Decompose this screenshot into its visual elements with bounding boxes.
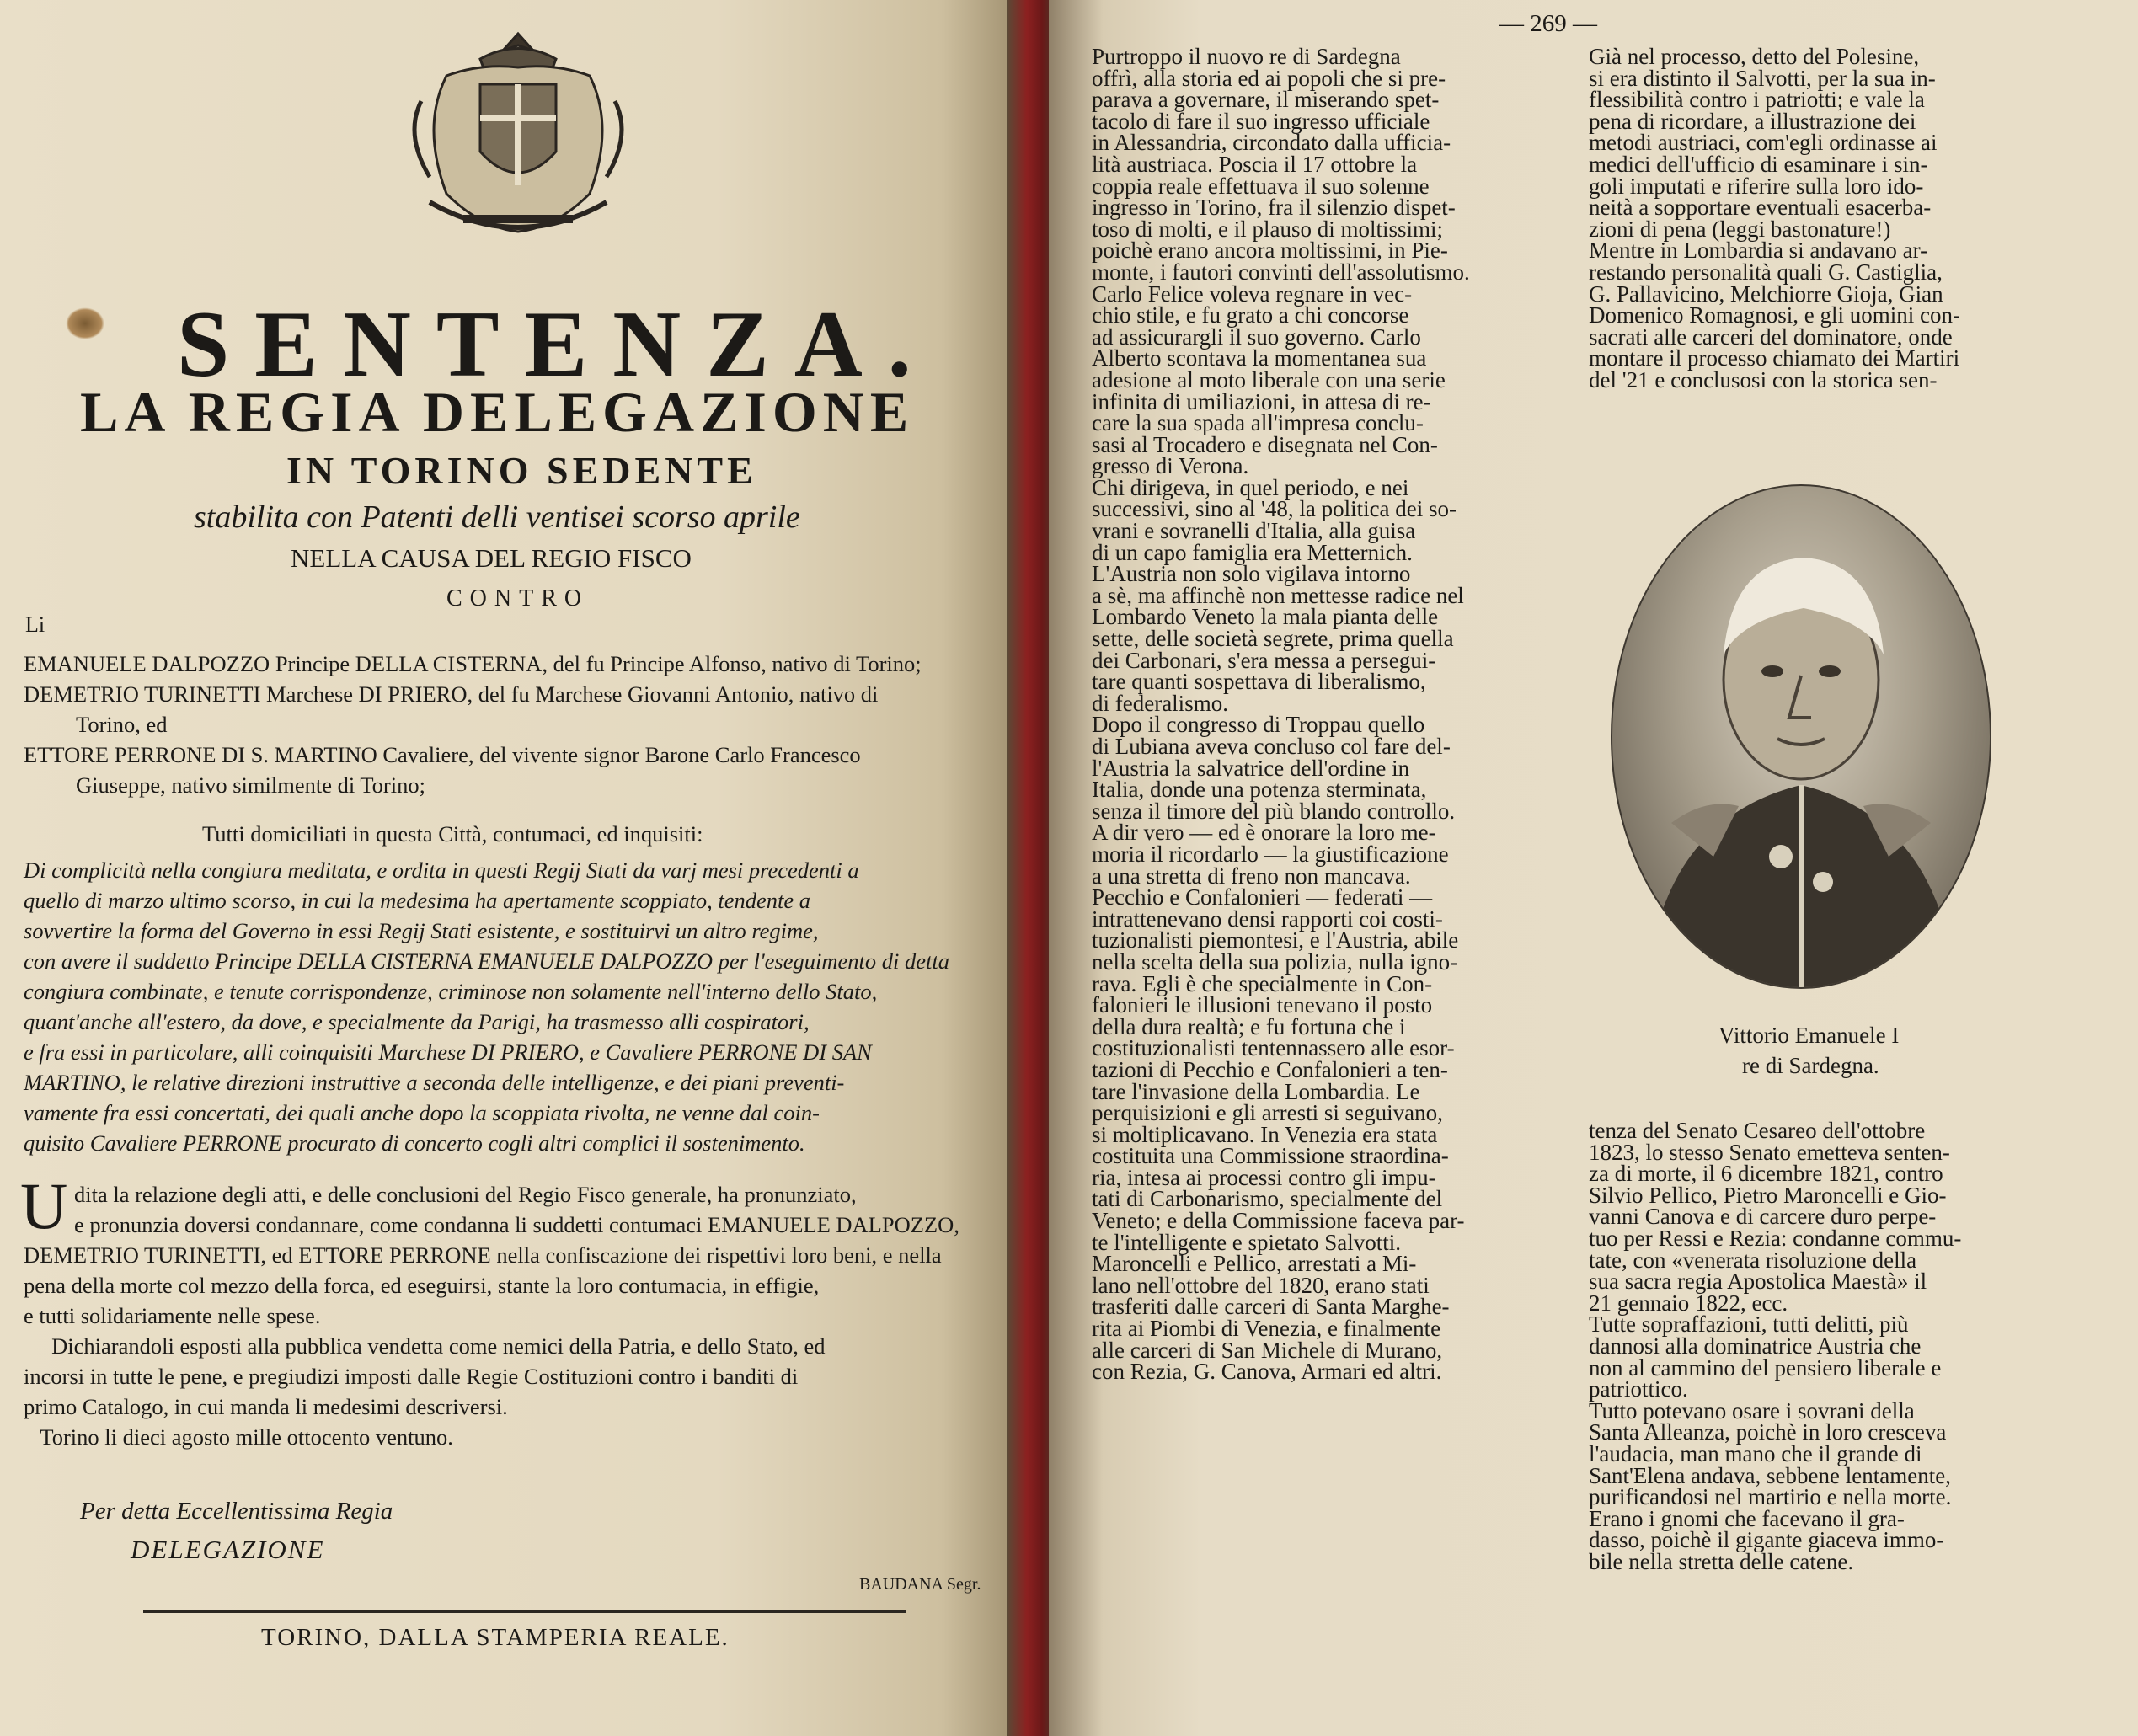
text-line: montare il processo chiamato dei Martiri <box>1589 345 1960 371</box>
verdict-line: DEMETRIO TURINETTI, ed ETTORE PERRONE nella confiscazione dei rispettivi loro beni, e nella <box>24 1242 942 1268</box>
text-line: tuzionalisti piemontesi, e l'Austria, abile <box>1092 927 1459 953</box>
verdict-line: dita la relazione degli atti, e delle conclusioni del Regio Fisco generale, ha pronunziato, <box>74 1182 857 1207</box>
text-line: nella scelta della sua polizia, nulla igno- <box>1092 948 1458 975</box>
document-title: SENTENZA. <box>177 292 937 397</box>
charge-line: con avere il suddetto Principe DELLA CISTERNA EMANUELE DALPOZZO per l'eseguimento di detta <box>24 948 949 974</box>
defendants-list <box>24 649 1001 800</box>
defendant-line: Giuseppe, nativo similmente di Torino; <box>76 772 425 798</box>
text-line: gresso di Verona. <box>1092 453 1249 479</box>
text-line: Chi dirigeva, in quel periodo, e nei <box>1092 474 1409 500</box>
charge-line: quello di marzo ultimo scorso, in cui la medesima ha apertamente scoppiato, tendente a <box>24 888 811 913</box>
charge-line: sovvertire la forma del Governo in essi Regij Stati esistente, e sostituirvi un altro regime, <box>24 918 819 943</box>
text-line: non al cammino del pensiero liberale e <box>1589 1354 1942 1381</box>
text-line: patriottico. <box>1589 1376 1688 1402</box>
text-column-left <box>1092 46 1572 1383</box>
charge-line: e fra essi in particolare, alli coinquisiti Marchese DI PRIERO, e Cavaliere PERRONE DI SAN <box>24 1039 872 1065</box>
text-line: tare l'invasione della Lombardia. Le <box>1092 1078 1420 1104</box>
text-line: rita ai Piombi di Venezia, e finalmente <box>1092 1316 1441 1342</box>
text-column-right-bottom <box>1589 1120 2077 1573</box>
text-line: Alberto scontava la momentanea sua <box>1092 345 1427 371</box>
verdict-line: incorsi in tutte le pene, e pregiudizi imposti dalle Regie Costituzioni contro i banditi di <box>24 1364 799 1389</box>
text-line: adesione al moto liberale con una serie <box>1092 366 1446 393</box>
defendant-line: EMANUELE DALPOZZO Principe DELLA CISTERNA, del fu Principe Alfonso, nativo di Torino; <box>24 651 922 676</box>
text-column-right-top <box>1589 46 2077 392</box>
text-line: chio stile, e fu grato a chi concorse <box>1092 302 1409 329</box>
signature-line-2: DELEGAZIONE <box>131 1535 325 1564</box>
text-line: si era distinto il Salvotti, per la sua in- <box>1589 65 1936 91</box>
text-line: A dir vero — ed è onorare la loro me- <box>1092 820 1436 846</box>
text-line: Pecchio e Confalonieri — federati — <box>1092 884 1433 911</box>
text-line: pena di ricordare, a illustrazione dei <box>1589 108 1916 134</box>
text-line: coppia reale effettuava il suo solenne <box>1092 173 1430 199</box>
text-line: Italia, donde una potenza sterminata, <box>1092 777 1427 803</box>
page-number: — 269 — <box>1499 10 1597 37</box>
text-line: perquisizioni e gli arresti si seguivano, <box>1092 1100 1443 1126</box>
text-line: tare quanti sospettava di liberalismo, <box>1092 669 1426 695</box>
text-line: dasso, poichè il gigante giaceva immo- <box>1589 1527 1944 1553</box>
charge-line: quant'anche all'estero, da dove, e specialmente da Parigi, ha trasmesso alli cospiratori, <box>24 1009 810 1034</box>
text-line: G. Pallavicino, Melchiorre Gioja, Gian <box>1589 280 1943 307</box>
text-line: Purtroppo il nuovo re di Sardegna <box>1092 44 1401 69</box>
portrait-vittorio-emanuele <box>1611 484 1991 989</box>
text-line: infinita di umiliazioni, in attesa di re- <box>1092 388 1431 414</box>
text-line: Dopo il congresso di Troppau quello <box>1092 712 1425 738</box>
document-subtitle-3: stabilita con Patenti delli ventisei scorso aprile <box>194 499 800 535</box>
text-line: Domenico Romagnosi, e gli uomini con- <box>1589 302 1960 329</box>
text-line: dannosi alla dominatrice Austria che <box>1589 1333 1922 1359</box>
text-line: care la sua spada all'impresa conclu- <box>1092 410 1424 436</box>
left-page <box>0 0 1024 1736</box>
text-line: a sè, ma affinchè non mettesse radice nel <box>1092 582 1464 608</box>
text-line: della dura realtà; e fu fortuna che i <box>1092 1013 1406 1039</box>
text-line: rava. Egli è che specialmente in Con- <box>1092 970 1433 996</box>
text-line: falonieri le illusioni tenevano il posto <box>1092 992 1433 1018</box>
text-line: costituzionalisti tentennassero alle esor- <box>1092 1035 1455 1061</box>
contro-heading: CONTRO <box>446 585 590 612</box>
text-line: tati di Carbonarismo, specialmente del <box>1092 1186 1443 1212</box>
secretary-signature: BAUDANA Segr. <box>859 1575 981 1594</box>
text-line: Lombardo Veneto la mala pianta delle <box>1092 604 1439 630</box>
text-line: Carlo Felice voleva regnare in vec- <box>1092 280 1413 307</box>
text-line: Mentre in Lombardia si andavano ar- <box>1589 238 1928 264</box>
text-line: intrattenevano densi rapporti coi costi- <box>1092 905 1443 932</box>
text-line: offrì, alla storia ed ai popoli che si pre- <box>1092 65 1446 91</box>
text-line: tazioni di Pecchio e Confalonieri a ten- <box>1092 1056 1448 1082</box>
text-line: in Alessandria, circondato dalla ufficia- <box>1092 130 1451 156</box>
royal-coat-of-arms <box>396 25 640 248</box>
text-line: 1823, lo stesso Senato emetteva senten- <box>1589 1139 1950 1165</box>
document-subtitle-2: IN TORINO SEDENTE <box>286 449 757 492</box>
portrait-caption-name: Vittorio Emanuele I <box>1718 1023 1900 1048</box>
text-line: ria, intesa ai processi contro gli impu- <box>1092 1164 1436 1190</box>
verdict-line: e tutti solidariamente nelle spese. <box>24 1303 321 1328</box>
text-line: del '21 e conclusosi con la storica sen- <box>1589 366 1938 393</box>
text-line: tuo per Ressi e Rezia: condanne commu- <box>1589 1225 1962 1251</box>
text-line: metodi austriaci, com'egli ordinasse ai <box>1589 130 1938 156</box>
charge-line: MARTINO, le relative direzioni instruttive a seconda delle intelligenze, e dei piani preventi- <box>24 1070 845 1095</box>
text-line: Erano i gnomi che facevano il gra- <box>1589 1505 1905 1531</box>
text-line: tacolo di fare il suo ingresso ufficiale <box>1092 108 1430 134</box>
text-line: za di morte, il 6 dicembre 1821, contro <box>1589 1161 1943 1187</box>
text-line: si moltiplicavano. In Venezia era stata <box>1092 1121 1438 1147</box>
text-line: di federalismo. <box>1092 690 1228 716</box>
verdict-date-line: Torino li dieci agosto mille ottocento ventuno. <box>24 1424 453 1450</box>
text-line: neità a sopportare eventuali esacerba- <box>1589 195 1932 221</box>
text-line: di un capo famiglia era Metternich. <box>1092 539 1413 565</box>
text-line: 21 gennaio 1822, ecc. <box>1589 1290 1788 1316</box>
text-line: Maroncelli e Pellico, arrestati a Mi- <box>1092 1251 1417 1277</box>
text-line: con Rezia, G. Canova, Armari ed altri. <box>1092 1359 1442 1385</box>
text-line: Sant'Elena andava, sebbene lentamente, <box>1589 1462 1951 1488</box>
text-line: Tutte sopraffazioni, tutti delitti, più <box>1589 1311 1909 1338</box>
text-line: Veneto; e della Commissione faceva par- <box>1092 1208 1465 1234</box>
paper-stain <box>66 307 104 339</box>
text-line: moria il ricordarlo — la giustificazione <box>1092 841 1449 867</box>
text-line: vanni Canova e di carcere duro perpe- <box>1589 1204 1937 1230</box>
text-line: flessibilità contro i patriotti; e vale la <box>1589 87 1925 113</box>
defendant-line: Torino, ed <box>76 712 168 737</box>
text-line: tenza del Senato Cesareo dell'ottobre <box>1589 1118 1926 1143</box>
text-line: ad assicurargli il suo governo. Carlo <box>1092 323 1421 350</box>
text-line: Santa Alleanza, poichè in loro cresceva <box>1589 1419 1947 1445</box>
verdict-line: pena della morte col mezzo della forca, ed eseguirsi, stante la loro contumacia, in effigie, <box>24 1273 820 1298</box>
text-line: alle carceri di San Michele di Murano, <box>1092 1337 1443 1363</box>
charge-line: vamente fra essi concertati, dei quali anche dopo la scoppiata rivolta, ne venne dal coin- <box>24 1100 820 1125</box>
text-line: sette, delle società segrete, prima quella <box>1092 626 1454 652</box>
text-line: lità austriaca. Poscia il 17 ottobre la <box>1092 151 1418 177</box>
text-line: restando personalità quali G. Castiglia, <box>1589 259 1943 285</box>
text-line: trasferiti dalle carceri di Santa Marghe- <box>1092 1294 1450 1320</box>
printer-imprint: TORINO, DALLA STAMPERIA REALE. <box>261 1624 730 1651</box>
portrait-illustration <box>1612 486 1990 987</box>
text-line: l'Austria la salvatrice dell'ordine in <box>1092 755 1410 781</box>
printer-divider <box>143 1610 906 1613</box>
verdict-line: e pronunzia doversi condannare, come condanna li suddetti contumaci EMANUELE DALPOZZO, <box>74 1212 959 1237</box>
portrait-caption-title: re di Sardegna. <box>1742 1053 1879 1078</box>
text-line: successivi, sino al '48, la politica dei so- <box>1092 496 1457 522</box>
text-line: monte, i fautori convinti dell'assolutismo. <box>1092 259 1470 285</box>
verdict-line: Dichiarandoli esposti alla pubblica vendetta come nemici della Patria, e dello Stato, ed <box>24 1333 826 1359</box>
text-line: medici dell'ufficio di esaminare i sin- <box>1589 151 1928 177</box>
text-line: toso di molti, e il plauso di moltissimi; <box>1092 216 1444 242</box>
domiciled-line <box>202 819 960 849</box>
text-line: lano nell'ottobre del 1820, erano stati <box>1092 1272 1430 1298</box>
charges-paragraph <box>24 855 1001 1158</box>
defendant-line: ETTORE PERRONE DI S. MARTINO Cavaliere, del vivente signor Barone Carlo Francesco <box>24 742 861 767</box>
text-line: bile nella stretta delle catene. <box>1589 1548 1854 1574</box>
text-line: te l'intelligente e spietato Salvotti. <box>1092 1229 1402 1255</box>
text-line: tate, con «venerata risoluzione della <box>1589 1247 1917 1273</box>
text-line: costituita una Commissione straordina- <box>1092 1143 1449 1169</box>
verdict-line: primo Catalogo, in cui manda li medesimi descriversi. <box>24 1394 508 1419</box>
text-line: sacrati alle carceri del dominatore, onde <box>1589 323 1953 350</box>
verdict-paragraph <box>24 1179 1001 1452</box>
li-label: Li <box>25 612 45 637</box>
text-line: Tutto potevano osare i sovrani della <box>1589 1397 1915 1424</box>
text-line: vrani e sovranelli d'Italia, alla guisa <box>1092 518 1416 544</box>
text-line: l'audacia, man mano che il grande di <box>1589 1440 1922 1466</box>
text-line: purificandosi nel martirio e nella morte. <box>1589 1484 1952 1510</box>
text-line: L'Austria non solo vigilava intorno <box>1092 561 1411 587</box>
charge-line: quisito Cavaliere PERRONE procurato di concerto cogli altri complici il sostenimento. <box>24 1130 805 1156</box>
text-line: senza il timore del più blando controllo. <box>1092 798 1456 824</box>
text-line: a una stretta di freno non mancava. <box>1092 863 1411 889</box>
domiciled-text: Tutti domiciliati in questa Città, contumaci, ed inquisiti: <box>202 821 703 847</box>
text-line: sasi al Trocadero e disegnata nel Con- <box>1092 431 1438 457</box>
document-subtitle-4: NELLA CAUSA DEL REGIO FISCO <box>291 543 692 573</box>
charge-line: congiura combinate, e tenute corrispondenze, criminose non solamente nell'interno dello Stato, <box>24 979 878 1004</box>
text-line: di Lubiana aveva concluso col fare del- <box>1092 734 1451 759</box>
signature-line-1: Per detta Eccellentissima Regia <box>80 1498 393 1525</box>
text-line: Silvio Pellico, Pietro Maroncelli e Gio- <box>1589 1182 1947 1208</box>
document-subtitle: LA REGIA DELEGAZIONE <box>80 380 915 444</box>
text-line: goli imputati e riferire sulla loro ido- <box>1589 173 1924 199</box>
text-line: poichè erano ancora moltissimi, in Pie- <box>1092 238 1448 264</box>
text-line: zioni di pena (leggi bastonature!) <box>1589 216 1891 242</box>
charge-line: Di complicità nella congiura meditata, e ordita in questi Regij Stati da varj mesi precedenti a <box>24 857 859 883</box>
text-line: ingresso in Torino, fra il silenzio dispet- <box>1092 195 1456 221</box>
defendant-line: DEMETRIO TURINETTI Marchese DI PRIERO, del fu Marchese Giovanni Antonio, nativo di <box>24 681 879 707</box>
text-line: sua sacra regia Apostolica Maestà» il <box>1589 1269 1927 1295</box>
verdict-drop-cap: U <box>20 1169 68 1242</box>
text-line: parava a governare, il miserando spet- <box>1092 87 1440 113</box>
text-line: dei Carbonari, s'era messa a persegui- <box>1092 647 1436 673</box>
text-line: Già nel processo, detto del Polesine, <box>1589 44 1920 69</box>
